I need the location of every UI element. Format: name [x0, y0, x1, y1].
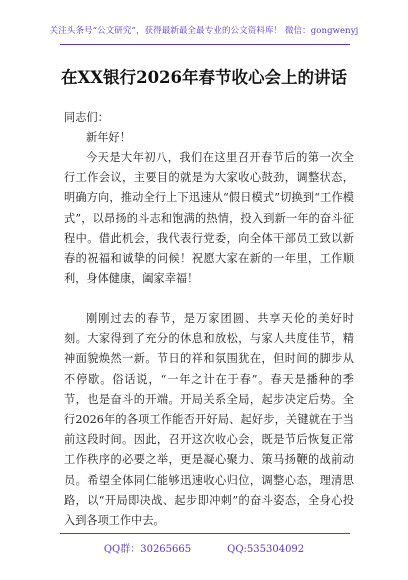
header-note: 关注头条号“公文研究”，获得最新最全最专业的公文资料库！ 微信：gongwenyj	[49, 26, 359, 36]
paragraph-2: 刚刚过去的春节，是万家团圆、共享天伦的美好时刻。大家得到了充分的休息和放松，与家人共度佳节，精神面貌焕然一新。节日的祥和氛围犹在，但时间的脚步从不停歇。俗话说，“一年之计在于春”。春天是播种的季节，也是奋斗的开端。开局关系全局，起步决定后势。全行2026年的各项工作能否开好局、起好步，关键就在于当前这段时间。因此，召开这次收心会，既是节后恢复正常工作秩序的必要之举，更是凝心聚力、策马扬鞭的战前动员。希望全体同仁能够迅速收心归位，调整心态，理清思路，以“开局即决战、起步即冲刺”的奋斗姿态，全身心投入到各项工作中去。	[64, 312, 354, 528]
footer-note	[0, 540, 408, 555]
greeting: 新年好！	[86, 131, 131, 144]
footer-divider	[60, 533, 350, 534]
header-divider	[60, 44, 350, 45]
salutation: 同志们：	[64, 111, 109, 124]
paragraph-1: 今天是大年初八，我们在这里召开春节后的第一次全行工作会议，主要目的就是为大家收心鼓劲，调整状态，明确方向，推动全行上下迅速从“假日模式”切换到“工作模式”，以昂扬的斗志和饱满的热情，投入到新一年的奋斗征程中。借此机会，我代表行党委，向全体干部员工致以新春的祝福和诚挚的问候！祝愿大家在新的一年里，工作顺利，身体健康，阖家幸福！	[64, 151, 354, 286]
footer-qq: QQ:535304092	[227, 544, 305, 555]
footer-qq-group: QQ群：30265665	[103, 544, 192, 555]
document-title: 在XX银行2026年春节收心会上的讲话	[60, 68, 348, 87]
